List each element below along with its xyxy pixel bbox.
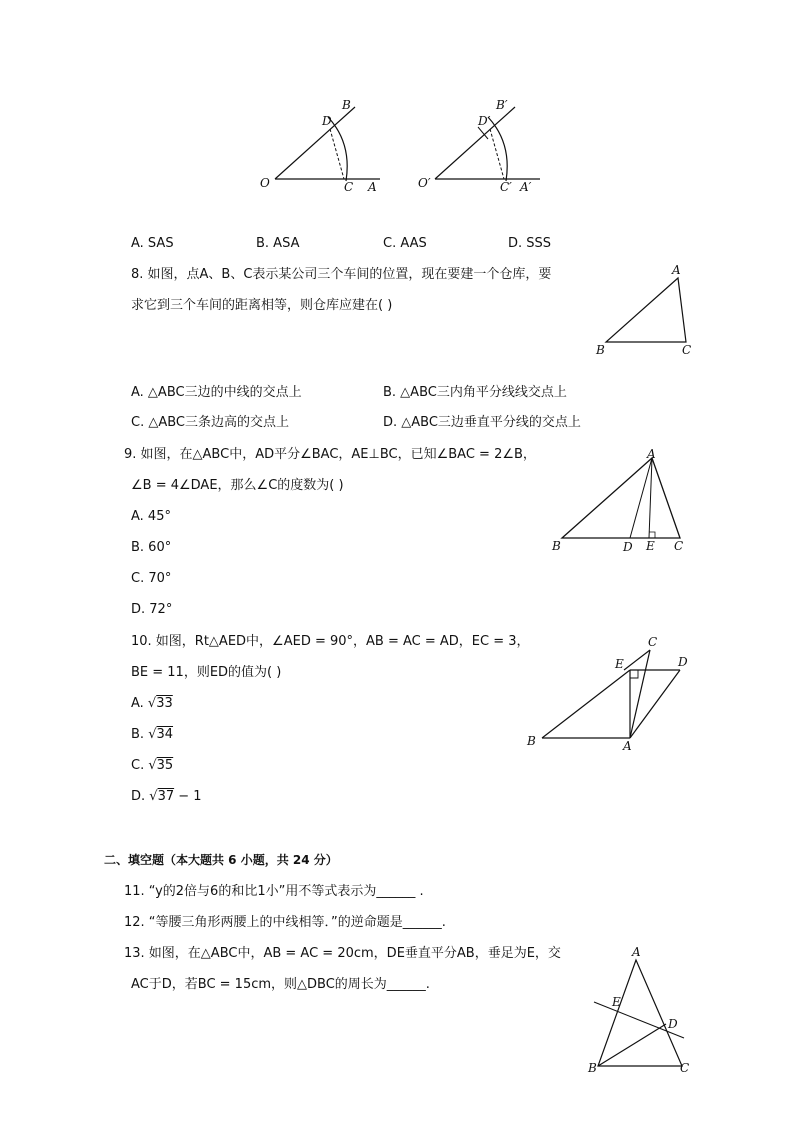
svg-text:C: C [648,635,658,649]
q9-option-a: A. 45° [131,509,171,524]
svg-text:C: C [682,343,692,357]
q7-option-a: A. SAS [131,236,174,251]
svg-text:E: E [615,657,624,671]
svg-text:B: B [596,343,605,357]
svg-text:C: C [344,180,354,194]
q7-option-d: D. SSS [508,236,552,251]
svg-text:A′: A′ [520,180,532,194]
q10-option-c: C. √35 [131,758,174,773]
q8-option-b: B. △ABC三内角平分线线交点上 [383,385,567,400]
q9-stem-line2: ∠B = 4∠DAE，那么∠C的度数为( ) [131,478,344,493]
svg-text:C: C [680,1061,690,1075]
q7-right-figure [418,98,540,194]
q10-option-d: D. √37 − 1 [131,789,202,804]
q10-option-b: B. √34 [131,727,174,742]
svg-text:B: B [527,734,536,748]
q10-geometry-figure [522,632,702,756]
svg-text:C′: C′ [500,180,512,194]
q9-option-c: C. 70° [131,571,172,586]
svg-text:A: A [647,447,656,461]
q7-compass-figure [250,95,550,205]
svg-text:B′: B′ [496,98,508,112]
svg-text:D: D [322,114,332,128]
svg-text:E: E [612,995,621,1009]
svg-text:A: A [368,180,377,194]
q11-text: 11. “y的2倍与6的和比1小”用不等式表示为______ . [124,884,424,899]
q9-triangle-figure [548,446,698,558]
svg-text:B: B [552,539,561,553]
q9-option-b: B. 60° [131,540,172,555]
q13-stem-line2: AC于D，若BC = 15cm，则△DBC的周长为______. [131,977,430,992]
q8-option-c: C. △ABC三条边高的交点上 [131,415,289,430]
q9-option-d: D. 72° [131,602,173,617]
q13-stem-line1: 13. 如图，在△ABC中，AB = AC = 20cm，DE垂直平分AB，垂足为E，交 [124,946,561,961]
svg-text:O: O [260,176,270,190]
q10-option-a: A. √33 [131,696,173,711]
q7-left-figure [260,98,380,194]
svg-text:D: D [668,1017,678,1031]
svg-text:E: E [646,539,655,553]
q8-stem-line1: 8. 如图，点A、B、C表示某公司三个车间的位置，现在要建一个仓库，要 [131,267,552,282]
q8-triangle-figure [592,262,702,362]
svg-text:B: B [342,98,351,112]
q10-stem-line2: BE = 11，则ED的值为( ) [131,665,282,680]
svg-text:C: C [674,539,684,553]
q7-option-b: B. ASA [256,236,300,251]
svg-text:A: A [623,739,632,753]
svg-text:A: A [632,945,641,959]
q9-stem-line1: 9. 如图，在△ABC中，AD平分∠BAC，AE⊥BC，已知∠BAC = 2∠B， [124,447,536,462]
section-title-fill-in: 二、填空题（本大题共 6 小题，共 24 分） [104,853,338,867]
q10-stem-line1: 10. 如图，Rt△AED中，∠AED = 90°，AB = AC = AD，EC = 3， [131,634,530,649]
q13-triangle-figure [584,944,696,1078]
q8-option-a: A. △ABC三边的中线的交点上 [131,385,302,400]
svg-text:D: D [678,655,688,669]
q8-stem-line2: 求它到三个车间的距离相等，则仓库应建在( ) [131,298,393,313]
svg-text:B: B [588,1061,597,1075]
q8-option-d: D. △ABC三边垂直平分线的交点上 [383,415,581,430]
svg-text:A: A [672,263,681,277]
q12-text: 12. “等腰三角形两腰上的中线相等．”的逆命题是______. [124,915,446,930]
svg-text:D: D [623,540,633,554]
svg-text:D′: D′ [478,114,491,128]
svg-text:O′: O′ [418,176,431,190]
q7-option-c: C. AAS [383,236,427,251]
